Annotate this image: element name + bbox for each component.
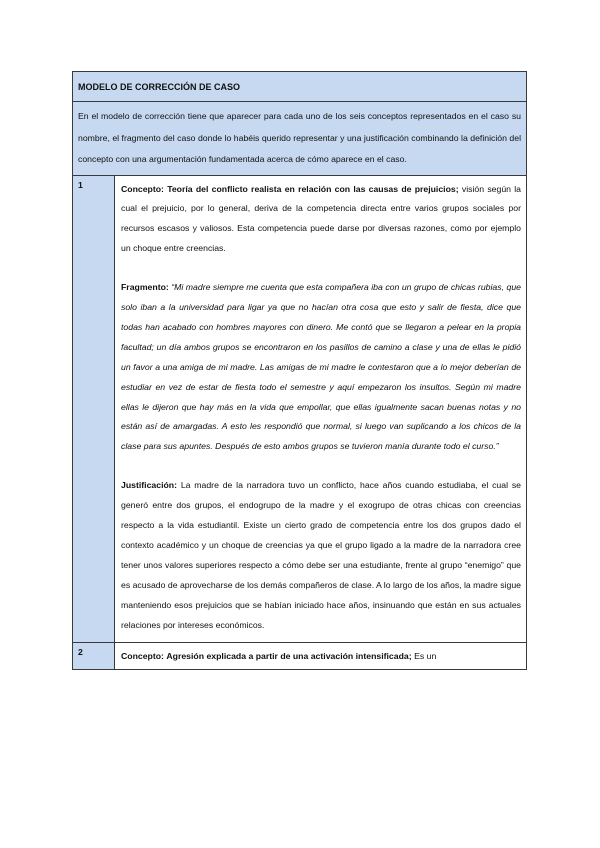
row-content: [115, 642, 527, 669]
row-content: [115, 175, 527, 642]
fragment-text: “Mi madre siempre me cuenta que esta compañera iba con un grupo de chicas rubias, que solo iban a la universidad para ligar ya que no hacían otra cosa que esto y salir de fiesta, dice que todas han acabado con hombres mayores con dinero. Me contó que se llegaron a pelear en la propia facultad; un día ambos grupos se encontraron en los pasillos de camino a clase y una de ellas le pidió un favor a una amiga de mi madre. Las amigas de mi madre le contestaron que a lo mejor deberían de estudiar en vez de estar de fiesta todo el semestre y aquí empezaron los insultos. Según mi madre ellas le dijeron que hay más en la vida que empollar, que ellas igualmente sacan buenas notas y no están así de amargadas. A esto les respondió que normal, si luego van suplicando a los chicos de la clase para sus apuntes. Después de esto ambos grupos se tuvieron manía durante todo el curso.”: [121, 282, 521, 452]
concept-label: Concepto:: [121, 183, 164, 194]
table-row: [73, 642, 527, 669]
row-number: 2: [73, 642, 115, 669]
table-intro: En el modelo de corrección tiene que aparecer para cada uno de los seis conceptos representados en el caso su nombre, el fragmento del caso donde lo habéis querido representar y una justificación combinando la definición del concepto con una argumentación fundamentada acerca de cómo aparece en el caso.: [73, 102, 527, 176]
concept-text: Es un: [414, 650, 437, 661]
concept-text: visión según la cual el prejuicio, por lo general, deriva de la competencia directa entre varios grupos sociales por recursos escasos y valiosos. Esta competencia puede darse por diversas razones, como por ejemplo un choque entre creencias.: [121, 183, 521, 254]
justification-text: La madre de la narradora tuvo un conflicto, hace años cuando estudiaba, el cual se generó entre dos grupos, el endogrupo de la madre y el exogrupo de otras chicas con creencias respecto a la vida estudiantil. Existe un cierto grado de competencia entre los dos grupos dado el contexto académico y un choque de creencias ya que el grupo ligado a la madre de la narradora cree tener unos valores superiores respecto a cómo debe ser una estudiante, frente al grupo “enemigo” que es acusado de aprovecharse de los demás compañeros de clase. A lo largo de los años, la madre sigue manteniendo esos prejuicios que se habían iniciado hace años, insinuando que están en sus actuales relaciones por intereses económicos.: [121, 480, 521, 630]
table-title: MODELO DE CORRECCIÓN DE CASO: [73, 72, 527, 102]
justification-paragraph: [121, 476, 521, 635]
row-number: 1: [73, 175, 115, 642]
concept-title: Agresión explicada a partir de una activación intensificada;: [166, 650, 412, 661]
table-row: [73, 175, 527, 642]
fragment-paragraph: [121, 278, 521, 457]
concept-paragraph: [121, 180, 521, 260]
justification-label: Justificación:: [121, 480, 177, 491]
correction-model-table: [72, 71, 527, 670]
concept-paragraph: [121, 647, 521, 667]
fragment-label: Fragmento:: [121, 282, 169, 293]
concept-label: Concepto:: [121, 650, 164, 661]
concept-title: Teoría del conflicto realista en relación con las causas de prejuicios;: [167, 183, 459, 194]
